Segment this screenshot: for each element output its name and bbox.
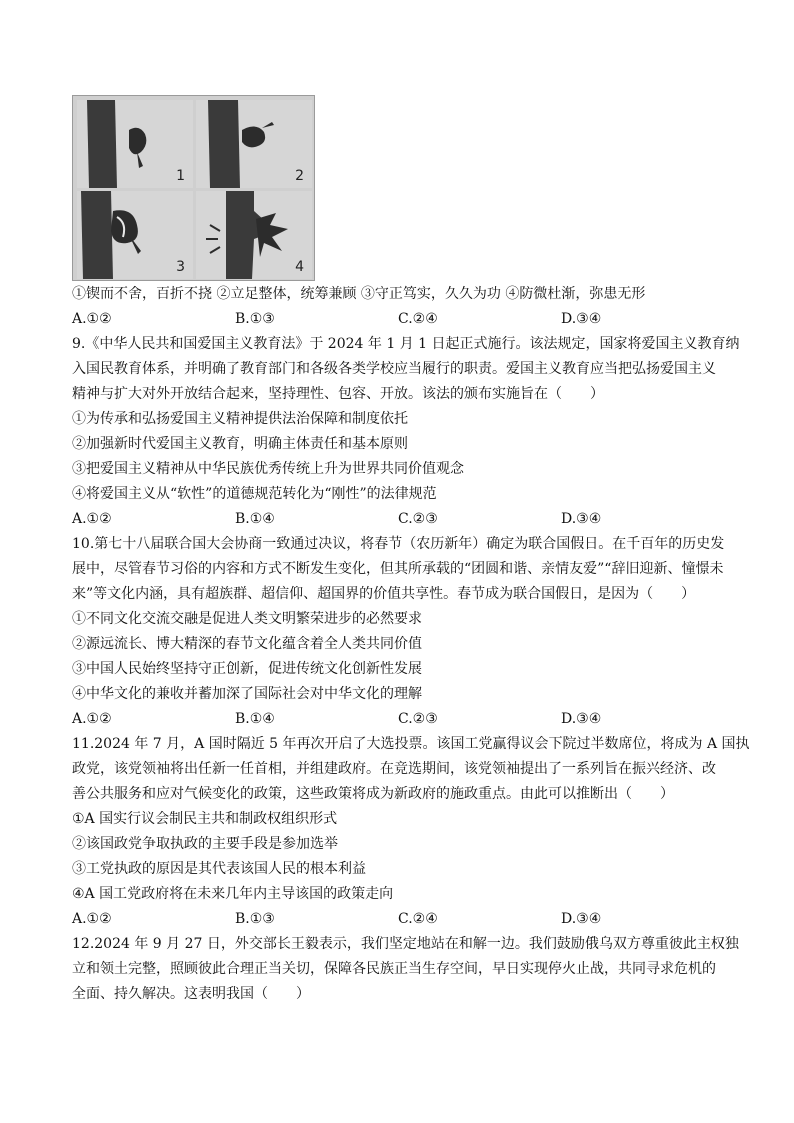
- panel-number: 2: [295, 168, 304, 184]
- q11-stem-line: 善公共服务和应对气候变化的政策，这些政策将成为新政府的施政重点。由此可以推断出（ ）: [72, 786, 674, 802]
- comic-figure: [72, 95, 315, 281]
- question-11: [72, 732, 750, 932]
- q10-item: ②源远流长、博大精深的春节文化蕴含着全人类共同价值: [72, 636, 422, 652]
- q9-stem-line: 精神与扩大对外开放结合起来，坚持理性、包容、开放。该法的颁布实施旨在（ ）: [72, 386, 604, 402]
- comic-panel-2: [196, 100, 312, 188]
- q8-option-a[interactable]: A.①②: [72, 311, 112, 327]
- q11-stem-line: 政党，该党领袖将出任新一任首相，并组建政府。在竞选期间，该党领袖提出了一系列旨在振兴经济、改: [72, 761, 716, 777]
- q10-option-d[interactable]: D.③④: [561, 711, 602, 727]
- q11-option-b[interactable]: B.①③: [235, 911, 275, 927]
- comic-panel-1: [77, 100, 193, 188]
- q8-option-c[interactable]: C.②④: [398, 311, 438, 327]
- q10-stem-line: 10.第七十八届联合国大会协商一致通过决议，将春节（农历新年）确定为联合国假日。在千百年的历史发: [72, 536, 725, 552]
- q10-option-a[interactable]: A.①②: [72, 711, 112, 727]
- question-10: [72, 532, 724, 732]
- q11-stem-line: 11.2024 年 7 月，A 国时隔近 5 年再次开启了大选投票。该国工党赢得议会下院过半数席位，将成为 A 国执: [72, 736, 750, 752]
- q11-item: ③工党执政的原因是其代表该国人民的根本利益: [72, 861, 366, 877]
- q9-item: ③把爱国主义精神从中华民族优秀传统上升为世界共同价值观念: [72, 461, 464, 477]
- question-12: [72, 932, 739, 1007]
- q9-option-d[interactable]: D.③④: [561, 511, 602, 527]
- q9-item: ②加强新时代爱国主义教育，明确主体责任和基本原则: [72, 436, 408, 452]
- q10-item: ④中华文化的兼收并蓄加深了国际社会对中华文化的理解: [72, 686, 422, 702]
- panel-number: 4: [295, 259, 304, 275]
- q9-option-a[interactable]: A.①②: [72, 511, 112, 527]
- q11-options: [72, 907, 724, 932]
- exam-page: [72, 95, 750, 1007]
- q11-option-a[interactable]: A.①②: [72, 911, 112, 927]
- q10-options: [72, 707, 724, 732]
- q9-option-b[interactable]: B.①④: [235, 511, 275, 527]
- q11-item: ②该国政党争取执政的主要手段是参加选举: [72, 836, 338, 852]
- q11-item: ①A 国实行议会制民主共和制政权组织形式: [72, 811, 338, 827]
- comic-panel-3: [77, 191, 193, 279]
- q9-stem-line: 入国民教育体系，并明确了教育部门和各级各类学校应当履行的职责。爱国主义教育应当把弘扬爱国主义: [72, 361, 716, 377]
- q8-option-d[interactable]: D.③④: [561, 311, 602, 327]
- q11-item: ④A 国工党政府将在未来几年内主导该国的政策走向: [72, 886, 394, 902]
- q12-stem-line: 全面、持久解决。这表明我国（ ）: [72, 986, 310, 1002]
- q11-option-d[interactable]: D.③④: [561, 911, 602, 927]
- q9-item: ①为传承和弘扬爱国主义精神提供法治保障和制度依托: [72, 411, 408, 427]
- q10-option-b[interactable]: B.①④: [235, 711, 275, 727]
- q8-statements: ①锲而不舍，百折不挠 ②立足整体，统筹兼顾 ③守正笃实，久久为功 ④防微杜渐，弥患无形: [72, 286, 646, 302]
- q10-option-c[interactable]: C.②③: [398, 711, 438, 727]
- q9-stem-line: 9.《中华人民共和国爱国主义教育法》于 2024 年 1 月 1 日起正式施行。该法规定，国家将爱国主义教育纳: [72, 336, 740, 352]
- comic-panel-4: [196, 191, 312, 279]
- q10-item: ③中国人民始终坚持守正创新，促进传统文化创新性发展: [72, 661, 422, 677]
- q10-item: ①不同文化交流交融是促进人类文明繁荣进步的必然要求: [72, 611, 422, 627]
- q9-options: [72, 507, 724, 532]
- question-9: [72, 332, 740, 532]
- q8-options: [72, 307, 724, 332]
- q9-item: ④将爱国主义从“软性”的道德规范转化为“刚性”的法律规范: [72, 486, 437, 502]
- q9-option-c[interactable]: C.②③: [398, 511, 438, 527]
- q10-stem-line: 展中，尽管春节习俗的内容和方式不断发生变化，但其所承载的“团圆和谐、亲情友爱”“辞旧迎新、憧憬未: [72, 561, 724, 577]
- panel-number: 3: [176, 259, 185, 275]
- q8-option-b[interactable]: B.①③: [235, 311, 275, 327]
- panel-number: 1: [176, 168, 185, 184]
- q12-stem-line: 立和领土完整，照顾彼此合理正当关切，保障各民族正当生存空间，早日实现停火止战，共同寻求危机的: [72, 961, 716, 977]
- q10-stem-line: 来”等文化内涵，具有超族群、超信仰、超国界的价值共享性。春节成为联合国假日，是因为（ ）: [72, 586, 696, 602]
- q11-option-c[interactable]: C.②④: [398, 911, 438, 927]
- q12-stem-line: 12.2024 年 9 月 27 日，外交部长王毅表示，我们坚定地站在和解一边。我们鼓励俄乌双方尊重彼此主权独: [72, 936, 739, 952]
